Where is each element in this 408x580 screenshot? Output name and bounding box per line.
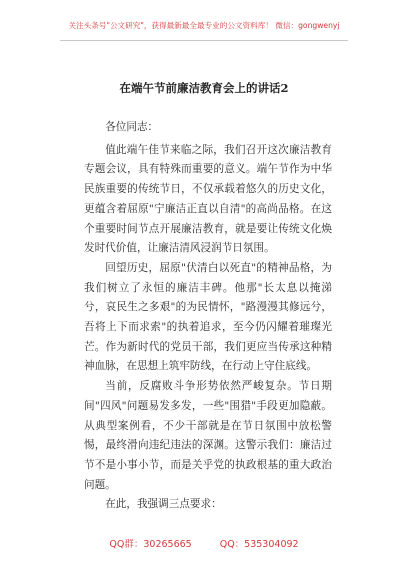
footer-qq-group: QQ群：30265665 (109, 539, 192, 550)
body-paragraph: 值此端午佳节来临之际，我们召开这次廉洁教育专题会议，具有特殊而重要的意义。端午节作为中华民族重要的传统节日，不仅承载着悠久的历史文化，更蕴含着屈原"宁廉洁正直以自清"的高尚品格。在这个重要时间节点开展廉洁教育，就是要让传统文化焕发时代价值，让廉洁清风浸润节日氛围。 (84, 143, 332, 255)
footer-qq: QQ：535304092 (219, 539, 299, 550)
footer-contact (0, 536, 408, 550)
body-paragraph: 当前，反腐败斗争形势依然严峻复杂。节日期间"四风"问题易发多发，一些"围猎"手段更加隐蔽。从典型案例看，不少干部就是在节日氛围中放松警惕，最终滑向违纪违法的深渊。这警示我们：廉洁过节不是小事小节，而是关乎党的执政根基的重大政治问题。 (84, 380, 332, 491)
body-paragraph: 回望历史，屈原"伏清白以死直"的精神品格，为我们树立了永恒的廉洁丰碑。他那"长太息以掩涕兮，哀民生之多艰"的为民情怀，"路漫漫其修远兮，吾将上下而求索"的执着追求，至今仍闪耀着璀璨光芒。作为新时代的党员干部，我们更应当传承这种精神血脉，在思想上筑牢防线，在行动上守住底线。 (84, 261, 332, 373)
salutation: 各位同志： (105, 121, 159, 133)
body-paragraph: 在此，我强调三点要求： (105, 498, 222, 511)
header-divider (60, 40, 348, 41)
header-banner: 关注头条号"公文研究"，获得最新最全最专业的公文资料库！ 微信：gongwenyj (68, 21, 340, 30)
document-title: 在端午节前廉洁教育会上的讲话2 (119, 81, 289, 95)
document-body (84, 118, 332, 515)
